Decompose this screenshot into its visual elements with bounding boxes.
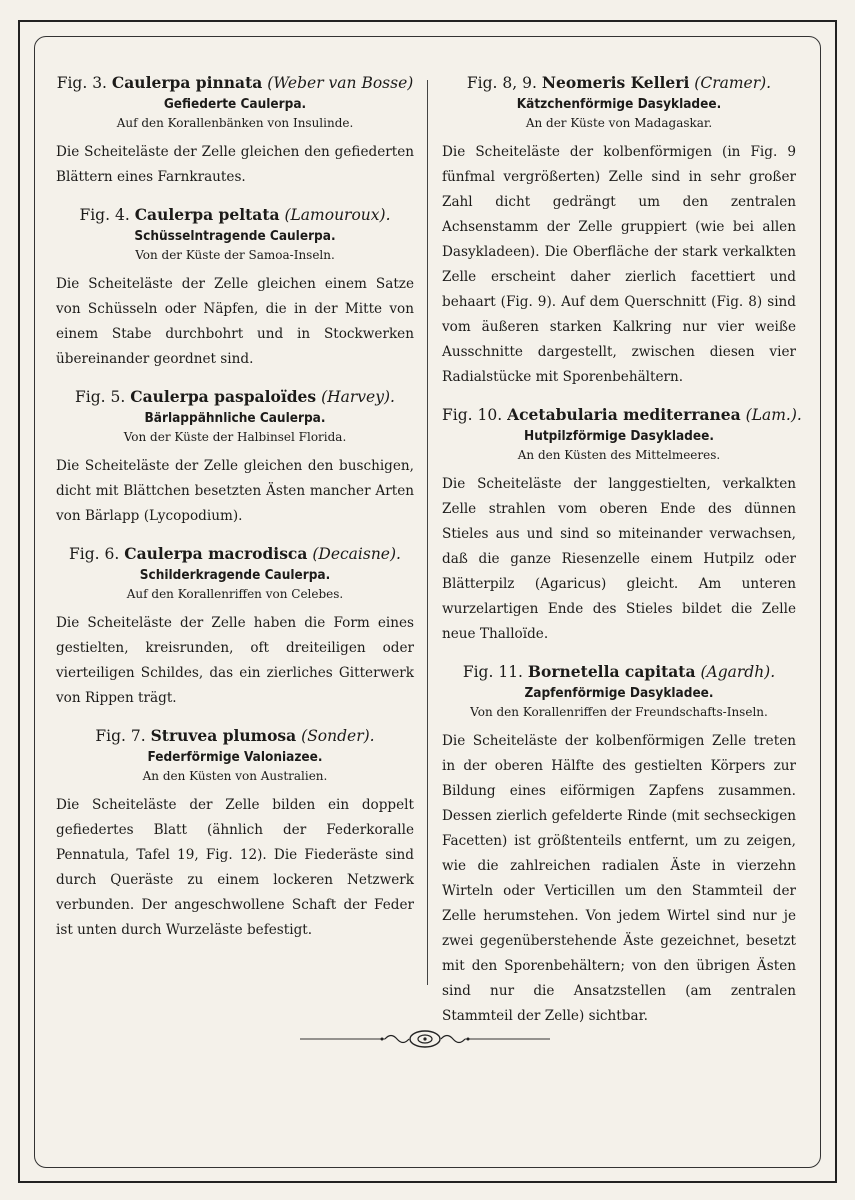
species-name: Caulerpa pinnata bbox=[111, 73, 263, 92]
species-name: Caulerpa paspaloïdes bbox=[130, 387, 317, 406]
entry-heading bbox=[56, 725, 414, 747]
common-name: Schüsselntragende Caulerpa. bbox=[134, 228, 336, 244]
description: Die Scheiteläste der langgestielten, verkalkten Zelle strahlen vom oberen Ende des dünnen Stieles aus und sind so miteinander verwachsen, daß die ganze Riesenzelle einem Hutpilz oder Blätterpilz (Agaricus) gleicht. Am unteren wurzelartigen Ende des Stieles bildet die Zelle neue Thalloïde. bbox=[442, 476, 796, 642]
species-author: (Sonder). bbox=[301, 727, 375, 745]
species-name: Caulerpa macrodisca bbox=[124, 544, 308, 563]
description: Die Scheiteläste der Zelle gleichen den gefiederten Blättern eines Farnkrautes. bbox=[56, 144, 414, 185]
common-name: Bärlappähnliche Caulerpa. bbox=[144, 410, 326, 426]
ornament-icon bbox=[300, 1025, 550, 1053]
location: An der Küste von Madagaskar. bbox=[525, 116, 713, 130]
common-name: Federförmige Valoniazee. bbox=[147, 749, 323, 765]
species-name: Acetabularia mediterranea bbox=[507, 405, 741, 424]
left-column bbox=[56, 72, 414, 957]
location: An den Küsten des Mittelmeeres. bbox=[517, 448, 721, 462]
entry-heading bbox=[442, 72, 796, 94]
species-author: (Harvey). bbox=[321, 388, 395, 406]
entry-heading bbox=[442, 661, 796, 683]
location: Auf den Korallenbänken von Insulinde. bbox=[116, 116, 354, 130]
species-author: (Cramer). bbox=[694, 74, 772, 92]
location: Von der Küste der Samoa-Inseln. bbox=[135, 248, 335, 262]
description: Die Scheiteläste der kolbenförmigen Zelle treten in der oberen Hälfte des gestielten Körpers zur Bildung eines eiförmigen Zapfens zusammen. Dessen zierlich gefelderte Rinde (mit sechseckigen Facetten) ist größtenteils entfernt, um zu zeigen, wie die zahlreichen radialen Äste in vierzehn Wirteln oder Verticillen um den Stammteil der Zelle herumstehen. Von jedem Wirtel sind nur je zwei gegenüberstehende Äste gezeichnet, besetzt mit den Sporenbehältern; von den übrigen Ästen sind nur die Ansatzstellen (am zentralen Stammteil der Zelle) sichtbar. bbox=[442, 733, 796, 1024]
entry-fig-4 bbox=[56, 204, 414, 372]
common-name: Hutpilzförmige Dasykladee. bbox=[524, 428, 714, 444]
entry-heading bbox=[56, 543, 414, 565]
fig-number: Fig. 7. bbox=[95, 727, 146, 745]
entry-fig-5 bbox=[56, 386, 414, 529]
common-name: Schilderkragende Caulerpa. bbox=[139, 567, 331, 583]
location: Von den Korallenriffen der Freundschafts-Inseln. bbox=[470, 705, 768, 719]
entry-heading bbox=[56, 72, 414, 94]
fig-number: Fig. 11. bbox=[462, 663, 523, 681]
column-divider bbox=[427, 80, 428, 985]
entry-heading bbox=[56, 204, 414, 226]
description: Die Scheiteläste der Zelle bilden ein doppelt gefiedertes Blatt (ähnlich der Federkoralle Pennatula, Tafel 19, Fig. 12). Die Fiederäste sind durch Queräste zu einem lockeren Netzwerk verbunden. Der angeschwollene Schaft der Feder ist unten durch Wurzeläste befestigt. bbox=[56, 797, 414, 938]
species-author: (Agardh). bbox=[700, 663, 776, 681]
species-author: (Lamouroux). bbox=[284, 206, 391, 224]
species-name: Bornetella capitata bbox=[527, 662, 696, 681]
entry-fig-6 bbox=[56, 543, 414, 711]
species-author: (Decaisne). bbox=[312, 545, 401, 563]
entry-fig-3 bbox=[56, 72, 414, 190]
common-name: Gefiederte Caulerpa. bbox=[163, 96, 307, 112]
common-name: Kätzchenförmige Dasykladee. bbox=[516, 96, 722, 112]
fig-number: Fig. 4. bbox=[79, 206, 130, 224]
entry-heading bbox=[442, 404, 802, 426]
location: An den Küsten von Australien. bbox=[142, 769, 328, 783]
entry-fig-11 bbox=[442, 661, 796, 1029]
species-name: Neomeris Kelleri bbox=[541, 73, 690, 92]
entry-fig-10 bbox=[442, 404, 802, 647]
species-name: Struvea plumosa bbox=[150, 726, 297, 745]
species-author: (Lam.). bbox=[745, 406, 802, 424]
location: Von der Küste der Halbinsel Florida. bbox=[123, 430, 347, 444]
fig-number: Fig. 10. bbox=[442, 406, 503, 424]
common-name: Zapfenförmige Dasykladee. bbox=[524, 685, 714, 701]
entry-fig-7 bbox=[56, 725, 414, 943]
species-author: (Weber van Bosse) bbox=[267, 74, 414, 92]
right-column bbox=[442, 72, 802, 1043]
description: Die Scheiteläste der Zelle gleichen den buschigen, dicht mit Blättchen besetzten Ästen mancher Arten von Bärlapp (Lycopodium). bbox=[56, 458, 414, 524]
fig-number: Fig. 6. bbox=[69, 545, 120, 563]
description: Die Scheiteläste der Zelle gleichen einem Satze von Schüsseln oder Näpfen, die in der Mitte von einem Stabe durchbohrt und in Stockwerken übereinander geordnet sind. bbox=[56, 276, 414, 367]
description: Die Scheiteläste der kolbenförmigen (in Fig. 9 fünfmal vergrößerten) Zelle sind in sehr großer Zahl dicht gedrängt um den zentralen Achsenstamm der Zelle gruppiert (wie bei allen Dasykladeen). Die Oberfläche der stark verkalkten Zelle erscheint daher zierlich facettiert und behaart (Fig. 9). Auf dem Querschnitt (Fig. 8) sind vom äußeren starken Kalkring nur vier weiße Ausschnitte dargestellt, zwischen diesen vier Radialstücke mit Sporenbehältern. bbox=[442, 144, 796, 385]
entry-heading bbox=[56, 386, 414, 408]
species-name: Caulerpa peltata bbox=[134, 205, 280, 224]
fig-number: Fig. 3. bbox=[56, 74, 107, 92]
description: Die Scheiteläste der Zelle haben die Form eines gestielten, kreisrunden, oft dreiteiligen oder vierteiligen Schildes, das ein zierliches Gitterwerk von Rippen trägt. bbox=[56, 615, 414, 706]
entry-fig-8-9 bbox=[442, 72, 796, 390]
fig-number: Fig. 8, 9. bbox=[466, 74, 537, 92]
location: Auf den Korallenriffen von Celebes. bbox=[126, 587, 344, 601]
fig-number: Fig. 5. bbox=[75, 388, 126, 406]
